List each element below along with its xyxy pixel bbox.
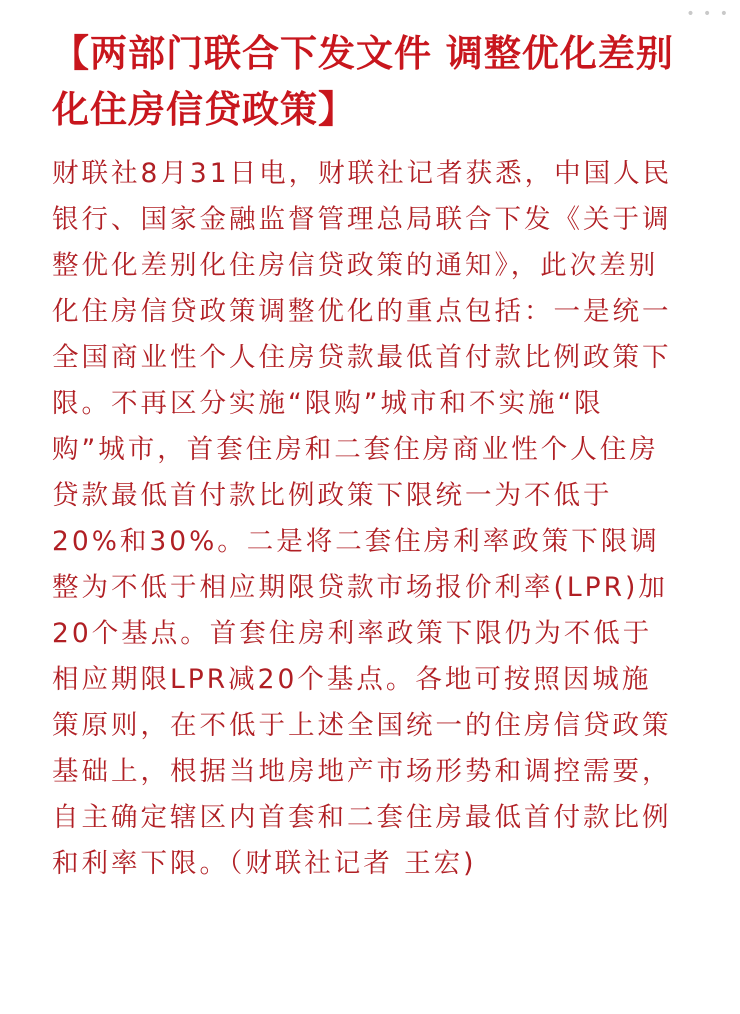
more-options-dots-icon: • • • [686, 6, 730, 22]
article-title: 【两部门联合下发文件 调整优化差别化住房信贷政策】 [52, 32, 674, 131]
news-article [52, 26, 677, 887]
article-body: 财联社8月31日电，财联社记者获悉，中国人民银行、国家金融监督管理总局联合下发《关于调整优化差别化住房信贷政策的通知》，此次差别化住房信贷政策调整优化的重点包括：一是统一全国商业性个人住房贷款最低首付款比例政策下限。不再区分实施“限购”城市和不实施“限购”城市，首套住房和二套住房商业性个人住房贷款最低首付款比例政策下限统一为不低于20%和30%。二是将二套住房利率政策下限调整为不低于相应期限贷款市场报价利率(LPR)加20个基点。首套住房利率政策下限仍为不低于相应期限LPR减20个基点。各地可按照因城施策原则，在不低于上述全国统一的住房信贷政策基础上，根据当地房地产市场形势和调控需要，自主确定辖区内首套和二套住房最低首付款比例和利率下限。（财联社记者 王宏) [52, 158, 673, 879]
